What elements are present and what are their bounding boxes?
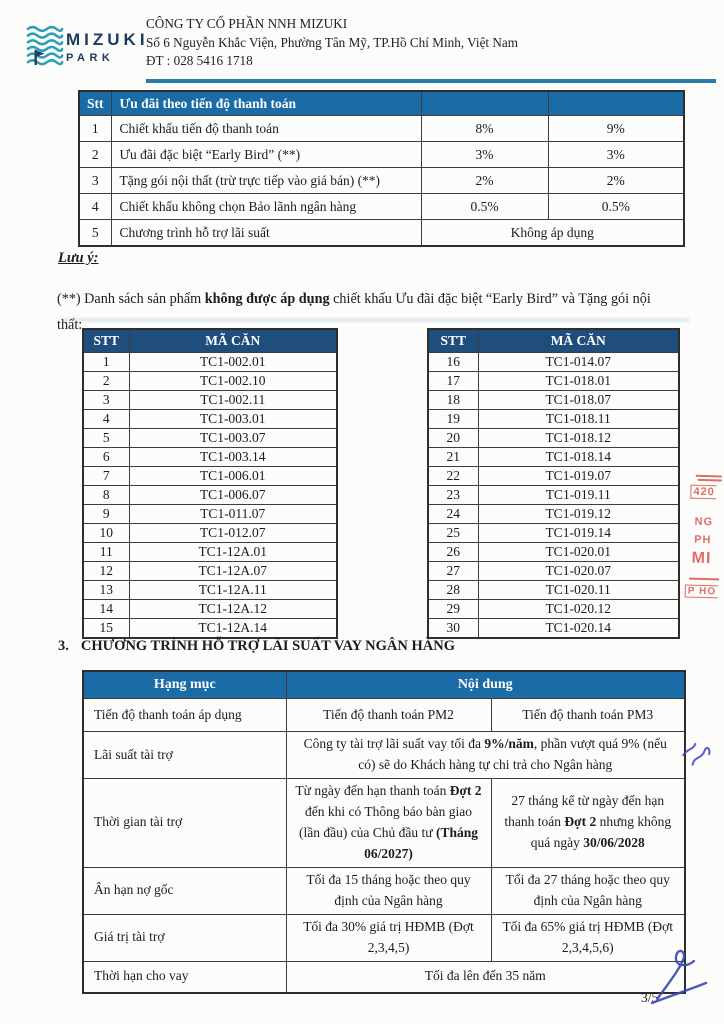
- loan-cell-pm2: Tối đa 15 tháng hoặc theo quy định của Ngân hàng: [286, 867, 491, 914]
- cell-value: 2%: [548, 168, 684, 194]
- unit-stt: 29: [428, 600, 478, 619]
- stamp-line: [698, 479, 722, 482]
- table-row: [428, 486, 679, 505]
- discount-header-label: Ưu đãi theo tiến độ thanh toán: [111, 91, 421, 116]
- unit-stt: 23: [428, 486, 478, 505]
- discount-table: [78, 90, 685, 247]
- units-header-stt: STT: [83, 329, 129, 353]
- table-row: [428, 391, 679, 410]
- stamp-text-fragment: NG: [694, 515, 714, 529]
- unit-code: TC1-018.07: [478, 391, 679, 410]
- logo-sub-text: PARK: [66, 52, 115, 64]
- unit-code: TC1-018.01: [478, 372, 679, 391]
- unit-code: TC1-019.12: [478, 505, 679, 524]
- unit-stt: 24: [428, 505, 478, 524]
- unit-code: TC1-002.11: [129, 391, 337, 410]
- section-title: CHƯƠNG TRÌNH HỖ TRỢ LÃI SUẤT VAY NGÂN HÀNG: [80, 638, 455, 654]
- unit-stt: 3: [83, 391, 129, 410]
- units-header-stt: STT: [428, 329, 478, 353]
- unit-stt: 17: [428, 372, 478, 391]
- signature-icon: [650, 946, 712, 1006]
- scan-bleed-artifact: [62, 318, 690, 322]
- unit-code: TC1-018.14: [478, 448, 679, 467]
- table-row: [83, 543, 337, 562]
- section-heading: [58, 638, 455, 655]
- table-row: [428, 600, 679, 619]
- loan-cell-pm2: Tiến độ thanh toán PM2: [286, 699, 491, 732]
- company-name: CÔNG TY CỔ PHẦN NNH MIZUKI: [146, 16, 348, 31]
- unit-code: TC1-003.14: [129, 448, 337, 467]
- logo: [66, 30, 149, 64]
- table-row: [79, 116, 684, 142]
- table-row: [83, 524, 337, 543]
- table-row: [83, 448, 337, 467]
- unit-code: TC1-12A.07: [129, 562, 337, 581]
- unit-code: TC1-020.12: [478, 600, 679, 619]
- loan-cell-span: Công ty tài trợ lãi suất vay tối đa 9%/năm, phần vượt quá 9% (nếu có) sẽ do Khách hàng tự chi trả cho Ngân hàng: [286, 732, 685, 779]
- unit-stt: 27: [428, 562, 478, 581]
- unit-stt: 9: [83, 505, 129, 524]
- unit-code: TC1-002.10: [129, 372, 337, 391]
- table-row: [428, 448, 679, 467]
- company-phone: ĐT : 028 5416 1718: [146, 53, 253, 68]
- unit-code: TC1-006.07: [129, 486, 337, 505]
- table-row: [83, 699, 685, 732]
- table-row: [83, 372, 337, 391]
- unit-stt: 13: [83, 581, 129, 600]
- table-row: [428, 562, 679, 581]
- table-row: [83, 486, 337, 505]
- discount-header-col1: [421, 91, 548, 116]
- loan-cell-span: Tối đa lên đến 35 năm: [286, 961, 685, 993]
- table-header-row: [79, 91, 684, 116]
- unit-stt: 4: [83, 410, 129, 429]
- unit-stt: 14: [83, 600, 129, 619]
- table-row: [428, 467, 679, 486]
- unit-codes-table-right: [427, 328, 680, 639]
- stamp-text-fragment: PH: [694, 533, 712, 547]
- note-title: Lưu ý:: [58, 250, 99, 266]
- table-row: [428, 353, 679, 372]
- unit-code: TC1-020.14: [478, 619, 679, 639]
- unit-code: TC1-002.01: [129, 353, 337, 372]
- loan-cell-pm3: Tối đa 27 tháng hoặc theo quy định của Ngân hàng: [491, 867, 685, 914]
- table-row: [83, 914, 685, 961]
- unit-codes-table-left: [82, 328, 338, 639]
- cell-label: Chiết khấu không chọn Bảo lãnh ngân hàng: [111, 194, 421, 220]
- units-header-code: MÃ CĂN: [478, 329, 679, 353]
- stamp-line: [696, 475, 722, 478]
- loan-row-label: Thời hạn cho vay: [83, 961, 286, 993]
- unit-stt: 21: [428, 448, 478, 467]
- table-row: [83, 353, 337, 372]
- unit-code: TC1-019.14: [478, 524, 679, 543]
- table-row: [79, 168, 684, 194]
- unit-stt: 2: [83, 372, 129, 391]
- unit-code: TC1-003.01: [129, 410, 337, 429]
- unit-code: TC1-012.07: [129, 524, 337, 543]
- table-header-row: [83, 329, 337, 353]
- company-info: [146, 15, 518, 71]
- cell-label: Chiết khấu tiến độ thanh toán: [111, 116, 421, 142]
- units-header-code: MÃ CĂN: [129, 329, 337, 353]
- unit-code: TC1-12A.12: [129, 600, 337, 619]
- table-row: [428, 429, 679, 448]
- unit-code: TC1-014.07: [478, 353, 679, 372]
- unit-stt: 28: [428, 581, 478, 600]
- loan-cell-pm3: Tối đa 65% giá trị HĐMB (Đợt 2,3,4,5,6): [491, 914, 685, 961]
- cell-stt: 1: [79, 116, 111, 142]
- table-row: [83, 600, 337, 619]
- unit-code: TC1-019.07: [478, 467, 679, 486]
- loan-cell-pm3: Tiến độ thanh toán PM3: [491, 699, 685, 732]
- unit-stt: 1: [83, 353, 129, 372]
- table-row: [83, 505, 337, 524]
- loan-row-label: Ân hạn nợ gốc: [83, 867, 286, 914]
- table-row: [83, 562, 337, 581]
- table-row: [428, 505, 679, 524]
- table-row: [79, 194, 684, 220]
- logo-brand-text: MIZUKI: [66, 30, 149, 49]
- table-row: [83, 429, 337, 448]
- unit-code: TC1-12A.14: [129, 619, 337, 639]
- stamp-text-fragment: MI: [691, 549, 712, 568]
- unit-code: TC1-018.11: [478, 410, 679, 429]
- cell-value-span: Không áp dụng: [421, 220, 684, 247]
- table-row: [83, 391, 337, 410]
- unit-stt: 22: [428, 467, 478, 486]
- table-row: [428, 581, 679, 600]
- unit-stt: 26: [428, 543, 478, 562]
- unit-stt: 20: [428, 429, 478, 448]
- discount-header-stt: Stt: [79, 91, 111, 116]
- unit-code: TC1-003.07: [129, 429, 337, 448]
- stamp-line: [689, 578, 719, 581]
- stamp-text-fragment: 420: [690, 485, 717, 500]
- unit-stt: 16: [428, 353, 478, 372]
- table-row: [83, 779, 685, 868]
- table-row: [428, 619, 679, 639]
- table-row: [428, 372, 679, 391]
- unit-stt: 5: [83, 429, 129, 448]
- unit-stt: 12: [83, 562, 129, 581]
- table-row: [79, 142, 684, 168]
- unit-code: TC1-006.01: [129, 467, 337, 486]
- cell-value: 0.5%: [548, 194, 684, 220]
- loan-row-label: Tiến độ thanh toán áp dụng: [83, 699, 286, 732]
- cell-label: Ưu đãi đặc biệt “Early Bird” (**): [111, 142, 421, 168]
- header-divider-rule: [146, 79, 716, 83]
- table-row: [83, 581, 337, 600]
- loan-support-table: [82, 670, 686, 994]
- table-row: [428, 543, 679, 562]
- cell-stt: 4: [79, 194, 111, 220]
- unit-code: TC1-011.07: [129, 505, 337, 524]
- table-row: [83, 867, 685, 914]
- loan-row-label: Giá trị tài trợ: [83, 914, 286, 961]
- cell-label: Tặng gói nội thất (trừ trực tiếp vào giá bán) (**): [111, 168, 421, 194]
- stamp-text-fragment: P HO: [685, 585, 719, 599]
- cell-value: 2%: [421, 168, 548, 194]
- table-row: [428, 410, 679, 429]
- unit-stt: 15: [83, 619, 129, 639]
- table-row: [83, 961, 685, 993]
- cell-stt: 5: [79, 220, 111, 247]
- unit-stt: 11: [83, 543, 129, 562]
- unit-stt: 7: [83, 467, 129, 486]
- unit-code: TC1-12A.11: [129, 581, 337, 600]
- unit-stt: 19: [428, 410, 478, 429]
- unit-code: TC1-019.11: [478, 486, 679, 505]
- cell-value: 3%: [421, 142, 548, 168]
- unit-stt: 8: [83, 486, 129, 505]
- loan-cell-pm3: 27 tháng kể từ ngày đến hạn thanh toán Đợt 2 nhưng không quá ngày 30/06/2028: [491, 779, 685, 868]
- cell-stt: 2: [79, 142, 111, 168]
- table-row: [83, 619, 337, 639]
- table-row: [428, 524, 679, 543]
- loan-cell-pm2: Từ ngày đến hạn thanh toán Đợt 2 đến khi có Thông báo bàn giao (lần đầu) của Chủ đầu tư (Tháng 06/2027): [286, 779, 491, 868]
- unit-stt: 10: [83, 524, 129, 543]
- section-number: 3.: [58, 638, 69, 654]
- company-address: Số 6 Nguyễn Khắc Viện, Phường Tân Mỹ, TP.Hồ Chí Minh, Việt Nam: [146, 34, 519, 50]
- cell-stt: 3: [79, 168, 111, 194]
- table-row: [83, 410, 337, 429]
- unit-stt: 25: [428, 524, 478, 543]
- unit-code: TC1-12A.01: [129, 543, 337, 562]
- loan-row-label: Thời gian tài trợ: [83, 779, 286, 868]
- loan-header-content: Nội dung: [286, 671, 685, 699]
- table-header-row: [83, 671, 685, 699]
- cell-value: 3%: [548, 142, 684, 168]
- loan-row-label: Lãi suất tài trợ: [83, 732, 286, 779]
- red-stamp-partial: [682, 472, 724, 621]
- note-paragraph: (**) Danh sách sản phẩm không được áp dụng chiết khấu Ưu đãi đặc biệt “Early Bird” và Tặng gói nội thất:: [57, 291, 651, 334]
- discount-header-col2: [548, 91, 684, 116]
- cell-value: 9%: [548, 116, 684, 142]
- unit-code: TC1-020.07: [478, 562, 679, 581]
- unit-stt: 18: [428, 391, 478, 410]
- unit-code: TC1-020.11: [478, 581, 679, 600]
- cell-label: Chương trình hỗ trợ lãi suất: [111, 220, 421, 247]
- cell-value: 0.5%: [421, 194, 548, 220]
- loan-cell-pm2: Tối đa 30% giá trị HĐMB (Đợt 2,3,4,5): [286, 914, 491, 961]
- loan-header-item: Hạng mục: [83, 671, 286, 699]
- unit-stt: 30: [428, 619, 478, 639]
- table-header-row: [428, 329, 679, 353]
- table-row: [83, 467, 337, 486]
- unit-stt: 6: [83, 448, 129, 467]
- table-row: [79, 220, 684, 247]
- unit-code: TC1-018.12: [478, 429, 679, 448]
- page-number: 3/5: [641, 990, 659, 1005]
- cell-value: 8%: [421, 116, 548, 142]
- waves-icon: [26, 24, 64, 70]
- unit-code: TC1-020.01: [478, 543, 679, 562]
- table-row: [83, 732, 685, 779]
